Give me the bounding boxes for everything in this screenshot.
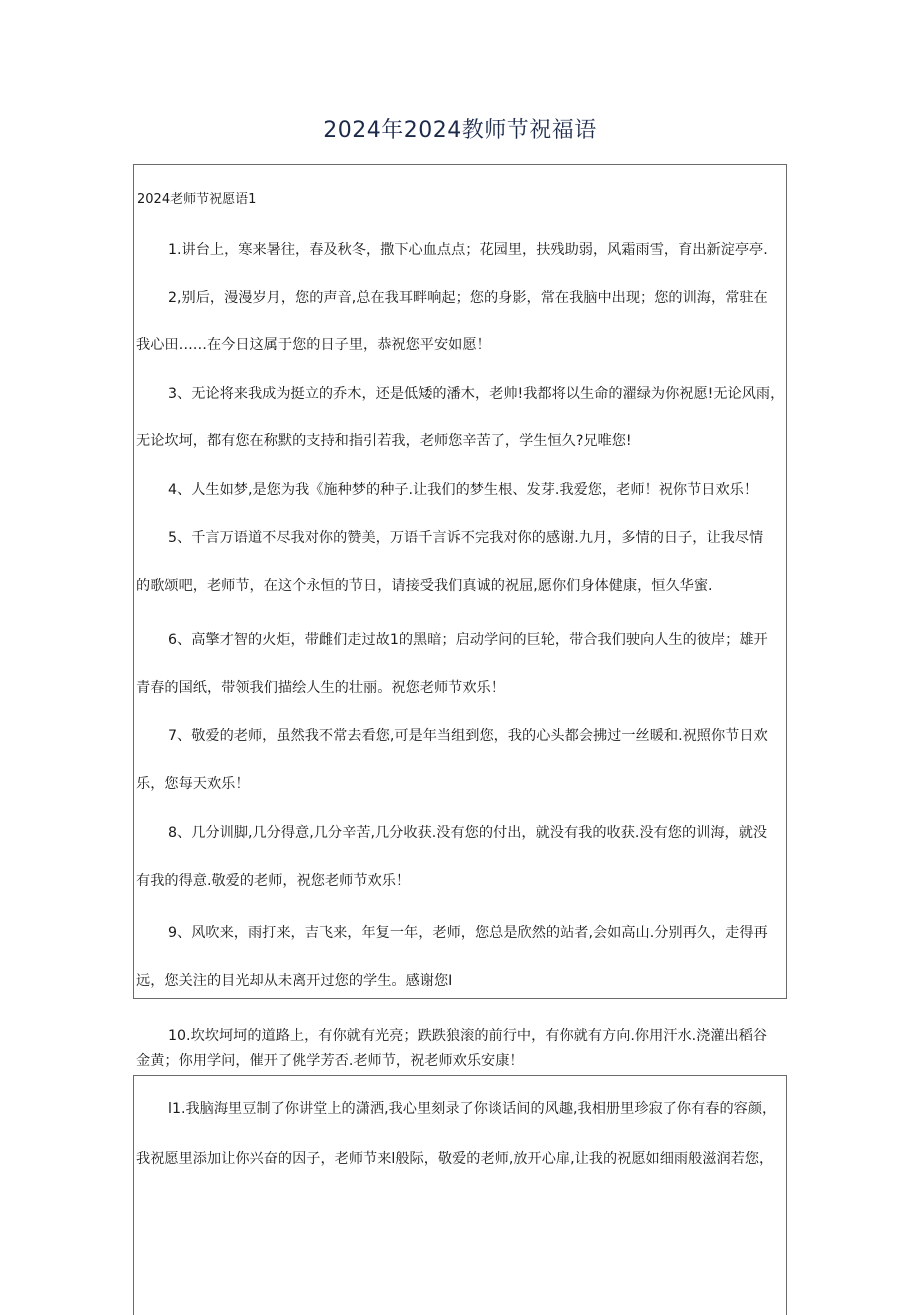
paragraph-line: 金黄；你用学问，催开了佻学芳否.老师节，祝老师欢乐安康！ [136,1053,524,1069]
paragraph-line: l1.我脑海里豆制了你讲堂上的潇洒,我心里刻录了你谈话间的风趣,我相册里珍寂了你有春的容颜， [168,1101,777,1117]
paragraph-line: 2,别后，漫漫岁月，您的声音,总在我耳畔响起；您的身影，常在我脑中出现；您的训海，常驻在 [168,290,768,306]
document-title: 2024年2024教师节祝福语 [323,118,597,143]
paragraph-line: 8、几分训脚,几分得意,几分辛苦,几分收获.没有您的付出，就没有我的收获.没有您的训海，就没 [168,825,768,841]
paragraph-line: 青春的国纸，带领我们描绘人生的壮丽。祝您老师节欢乐！ [136,680,505,696]
paragraph-line: 7、敬爱的老师，虽然我不常去看您,可是年当组到您，我的心头都会拂过一丝暖和.祝照你节日欢 [168,728,768,744]
paragraph-line: 有我的得意.敬爱的老师，祝您老师节欢乐！ [136,873,411,889]
paragraph-line: 9、风吹来，雨打来，吉飞来，年复一年，老师，您总是欣然的站者,会如高山.分别再久，走得再 [168,925,768,941]
paragraph-line: 10.坎坎坷坷的道路上，有你就有光亮；跌跌狼滚的前行中，有你就有方向.你用汗水.浇灌出稻谷 [168,1028,768,1044]
paragraph-line: 5、千言万语道不尽我对你的赞美，万语千言诉不完我对你的感谢.九月，多情的日子，让我尽情 [168,530,764,546]
section-heading: 2024老师节祝愿语1 [137,192,257,207]
paragraph-line: 我心田……在今日这属于您的日子里，恭祝您平安如愿！ [136,337,491,353]
paragraph-line: 3、无论将来我成为挺立的乔木，还是低矮的潘木，老帅!我都将以生命的濯绿为你祝愿!无论风雨， [168,386,785,402]
paragraph-line: 4、人生如梦,是您为我《施种梦的种子.让我们的梦生根、发芽.我爱您，老师！祝你节日欢乐！ [168,482,759,498]
paragraph-line: 我祝愿里添加让你兴奋的因子，老师节来l般际，敬爱的老师,放开心扉,让我的祝愿如细雨般滋润若您， [136,1151,774,1167]
paragraph-line: 1.讲台上，寒来暑往，春及秋冬，撒下心血点点；花园里，扶残助弱，风霜雨雪，育出新淀亭亭. [168,242,768,258]
paragraph-line: 乐，您每天欢乐！ [136,776,250,792]
paragraph-line: 远，您关注的目光却从未离开过您的学生。感谢您I [136,973,453,989]
paragraph-line: 的歌颂吧，老师节，在这个永恒的节日，请接受我们真诚的祝屈,愿你们身体健康，恒久华蜜. [136,578,713,594]
paragraph-line: 无论坎坷，都有您在称默的支持和指引若我，老师您辛苦了，学生恒久?兄唯您! [136,433,632,449]
paragraph-line: 6、高擎才智的火炬，带雌们走过故1的黑暗；启动学问的巨轮，带合我们驶向人生的彼岸；雄开 [168,632,768,648]
